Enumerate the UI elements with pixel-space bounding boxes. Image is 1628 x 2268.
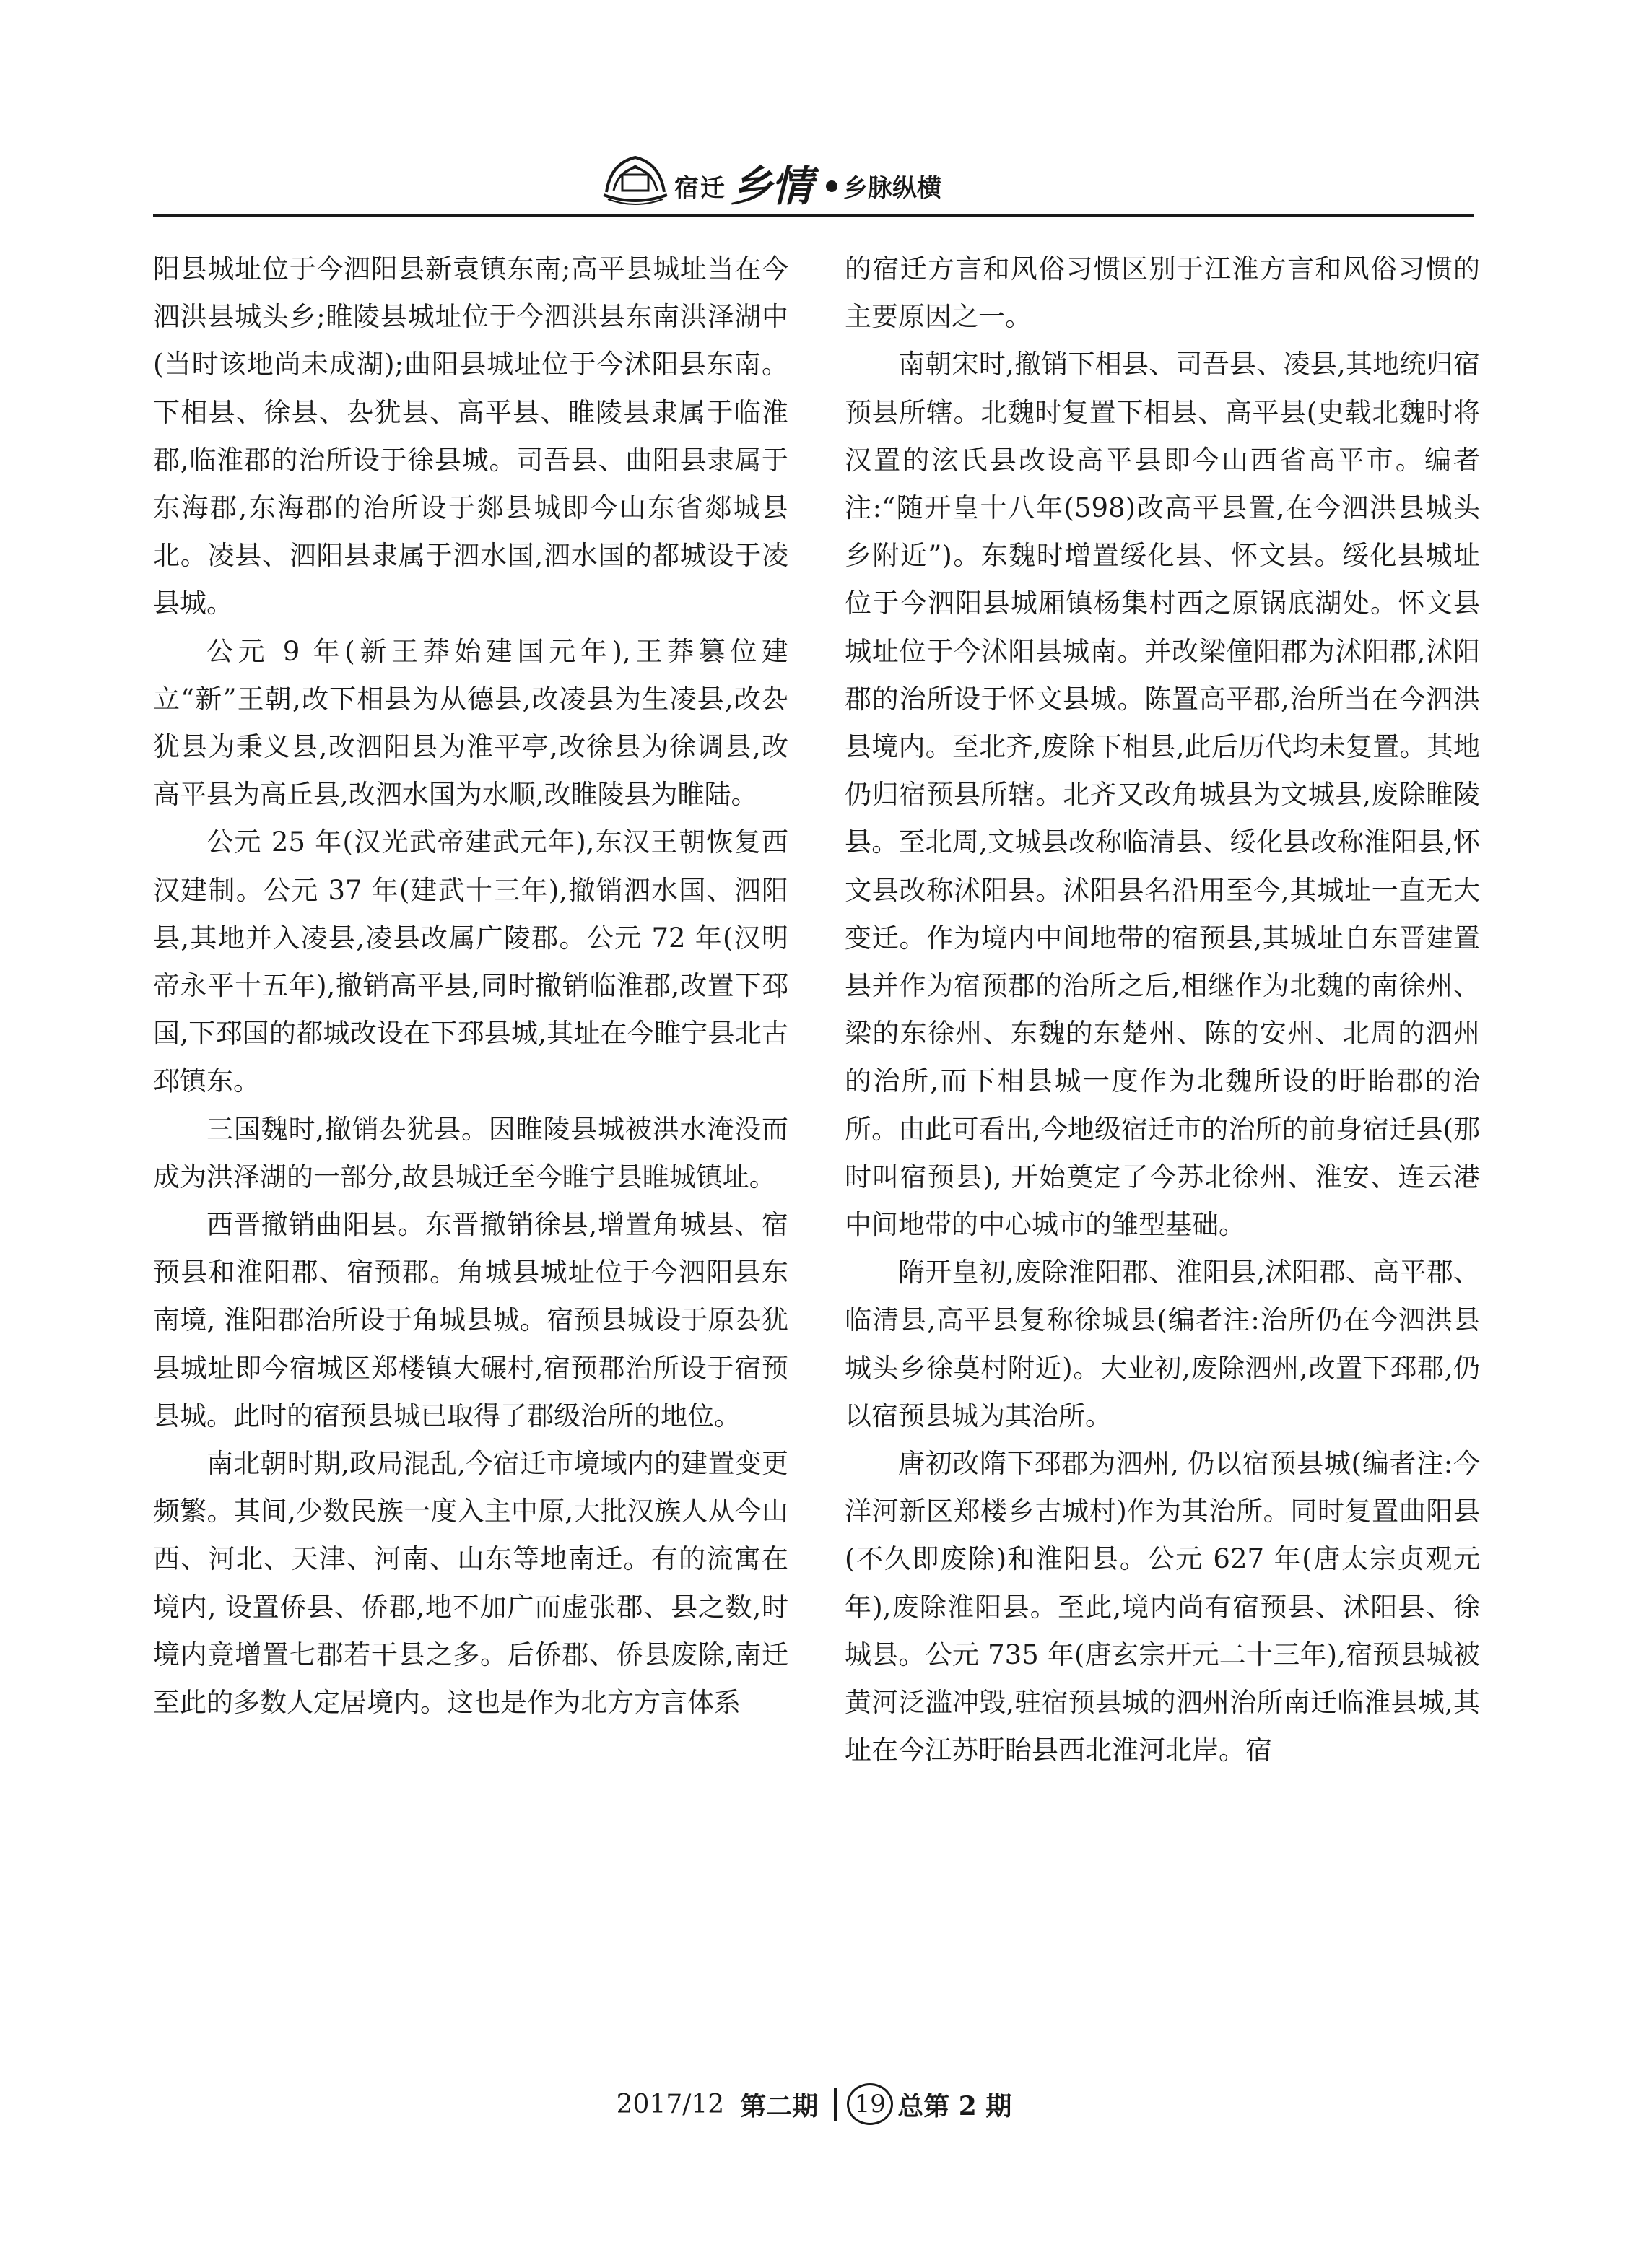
paragraph: 隋开皇初,废除淮阳郡、淮阳县,沭阳郡、高平郡、临清县,高平县复称徐城县(编者注:治所仍在今泗洪县城头乡徐莫村附近)。大业初,废除泗州,改置下邳郡,仍以宿预县城为其治所。 xyxy=(845,1257,1480,1431)
issue-date: 2017/12 xyxy=(616,2089,725,2119)
total-issue: 总第 2 期 xyxy=(897,2090,1012,2121)
paragraph: 公元 9 年(新王莽始建国元年),王莽篡位建立“新”王朝,改下相县为从德县,改凌县为生凌县,改厹犹县为秉义县,改泗阳县为淮平亭,改徐县为徐调县,改高平县为高丘县,改泗水国为水顺,改睢陵县为睢陆。 xyxy=(153,635,788,811)
header-rule xyxy=(153,214,1474,217)
brand-title: 乡情 xyxy=(731,162,812,211)
issue-number: 第二期 xyxy=(740,2090,819,2121)
paragraph: 南朝宋时,撤销下相县、司吾县、凌县,其地统归宿预县所辖。北魏时复置下相县、高平县(史载北魏时将汉置的泫氏县改设高平县即今山西省高平市。编者注:“随开皇十八年(598)改高平县置,在今泗洪县城头乡附近”)。东魏时增置绥化县、怀文县。绥化县城址位于今泗阳县城厢镇杨集村西之原锅底湖处。怀文县城址位于今沭阳县城南。并改梁僮阳郡为沭阳郡,沭阳郡的治所设于怀文县城。陈置高平郡,治所当在今泗洪县境内。至北齐,废除下相县,此后历代均未复置。其地仍归宿预县所辖。北齐又改角城县为文城县,废除睢陵县。至北周,文城县改称临清县、绥化县改称淮阳县,怀文县改称沭阳县。沭阳县名沿用至今,其城址一直无大变迁。作为境内中间地带的宿预县,其城址自东晋建置县并作为宿预郡的治所之后,相继作为北魏的南徐州、梁的东徐州、东魏的东楚州、陈的安州、北周的泗州的治所,而下相县城一度作为北魏所设的盱眙郡的治所。由此可看出,今地级宿迁市的治所的前身宿迁县(那时叫宿预县), 开始奠定了今苏北徐州、淮安、连云港中间地带的中心城市的雏型基础。 xyxy=(845,349,1480,1241)
paragraph: 公元 25 年(汉光武帝建武元年),东汉王朝恢复西汉建制。公元 37 年(建武十三年),撤销泗水国、泗阳县,其地并入凌县,凌县改属广陵郡。公元 72 年(汉明帝永平十五年),撤销高平县,同时撤销临淮郡,改置下邳国,下邳国的都城改设在下邳县城,其址在今睢宁县北古邳镇东。 xyxy=(153,826,788,1097)
paragraph: 南北朝时期,政局混乱,今宿迁市境域内的建置变更频繁。其间,少数民族一度入主中原,大批汉族人从今山西、河北、天津、河南、山东等地南迁。有的流寓在境内, 设置侨县、侨郡,地不加广而虚张郡、县之数,时境内竟增置七郡若干县之多。后侨郡、侨县废除,南迁至此的多数人定居境内。这也是作为北方方言体系 xyxy=(153,1448,788,1719)
paragraph: 的宿迁方言和风俗习惯区别于江淮方言和风俗习惯的主要原因之一。 xyxy=(845,253,1480,333)
brand-city: 宿迁 xyxy=(674,174,726,203)
bullet-dot-icon xyxy=(826,180,837,192)
page-footer xyxy=(0,2079,1628,2129)
brand xyxy=(674,157,942,211)
footer-separator xyxy=(834,2088,837,2121)
paragraph: 阳县城址位于今泗阳县新袁镇东南;高平县城址当在今泗洪县城头乡;睢陵县城址位于今泗洪县东南洪泽湖中(当时该地尚未成湖);曲阳县城址位于今沭阳县东南。下相县、徐县、厹犹县、高平县、睢陵县隶属于临淮郡,临淮郡的治所设于徐县城。司吾县、曲阳县隶属于东海郡,东海郡的治所设于郯县城即今山东省郯城县北。凌县、泗阳县隶属于泗水国,泗水国的都城设于凌县城。 xyxy=(153,253,788,619)
page-header xyxy=(153,144,1474,217)
article-left-column xyxy=(153,245,788,1727)
page-number: 19 xyxy=(847,2083,893,2125)
column-name xyxy=(826,168,941,204)
column-name-label: 乡脉纵横 xyxy=(843,174,942,203)
magazine-logo-icon xyxy=(601,149,670,208)
paragraph: 三国魏时,撤销厹犹县。因睢陵县城被洪水淹没而成为洪泽湖的一部分,故县城迁至今睢宁县睢城镇址。 xyxy=(153,1113,788,1192)
paragraph: 唐初改隋下邳郡为泗州, 仍以宿预县城(编者注:今洋河新区郑楼乡古城村)作为其治所。同时复置曲阳县(不久即废除)和淮阳县。公元 627 年(唐太宗贞观元年),废除淮阳县。至此,境内尚有宿预县、沭阳县、徐城县。公元 735 年(唐玄宗开元二十三年),宿预县城被黄河泛滥冲毁,驻宿预县城的泗州治所南迁临淮县城,其址在今江苏盱眙县西北淮河北岸。宿 xyxy=(845,1448,1480,1766)
paragraph: 西晋撤销曲阳县。东晋撤销徐县,增置角城县、宿预县和淮阳郡、宿预郡。角城县城址位于今泗阳县东南境, 淮阳郡治所设于角城县城。宿预县城设于原厹犹县城址即今宿城区郑楼镇大碾村,宿预郡治所设于宿预县城。此时的宿预县城已取得了郡级治所的地位。 xyxy=(153,1209,788,1431)
article-right-column xyxy=(845,245,1480,1775)
